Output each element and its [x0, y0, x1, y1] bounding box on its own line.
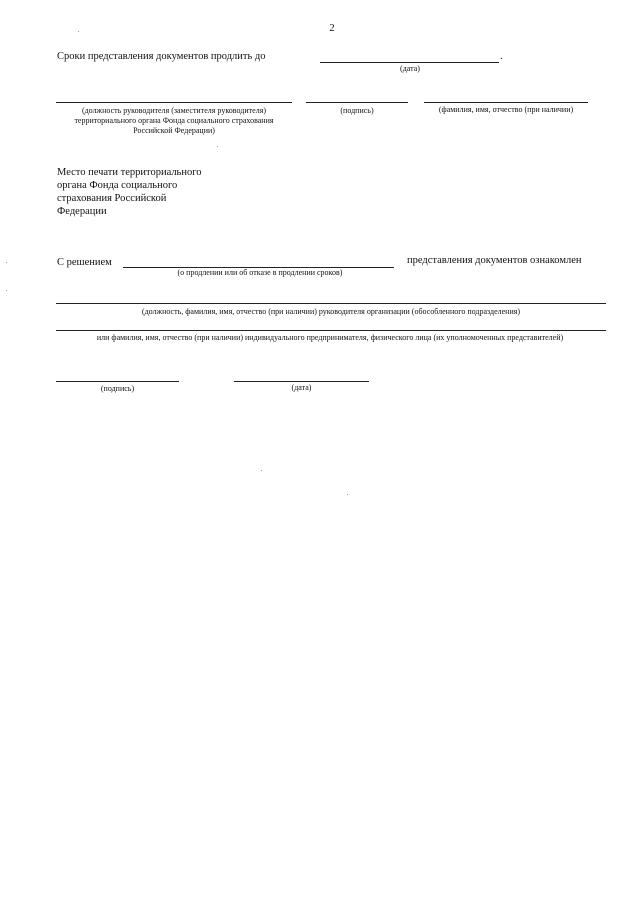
scan-speck: [6, 262, 7, 263]
scan-speck: [261, 470, 262, 471]
final-signature-caption: (подпись): [100, 384, 135, 393]
scan-speck: [217, 146, 218, 147]
position-line: [56, 102, 292, 103]
entrepreneur-caption: или фамилия, имя, отчество (при наличии) индивидуального предпринимателя, физического лица (их уполномоченных представителей): [96, 333, 564, 342]
scan-speck: [6, 290, 7, 291]
manager-caption: (должность, фамилия, имя, отчество (при наличии) руководителя организации (обособленного подразделения): [141, 307, 521, 316]
name-line: [424, 102, 588, 103]
name-caption: (фамилия, имя, отчество (при наличии): [438, 105, 574, 114]
extension-end-mark: .: [500, 51, 503, 62]
signature-caption: (подпись): [340, 106, 374, 115]
extension-date-line: [320, 62, 499, 63]
manager-line: [56, 303, 606, 304]
extension-text: Сроки представления документов продлить до: [57, 51, 266, 62]
acknowledgement-prefix: С решением: [57, 257, 112, 268]
acknowledgement-suffix: представления документов ознакомлен: [407, 255, 582, 266]
final-date-line: [234, 381, 369, 382]
final-date-caption: (дата): [291, 383, 312, 392]
decision-caption: (о продлении или об отказе в продлении сроков): [177, 268, 343, 277]
entrepreneur-line: [56, 330, 606, 331]
position-caption: (должность руководителя (заместителя руководителя) территориального органа Фонда социального страхования Российской Федерации): [74, 106, 274, 135]
signature-line: [306, 102, 408, 103]
page-number: 2: [329, 23, 335, 34]
extension-date-caption: (дата): [400, 64, 420, 73]
final-signature-line: [56, 381, 179, 382]
seal-place-text: Место печати территориального органа Фонда социального страхования Российской Федерации: [57, 167, 202, 217]
scan-speck: [347, 494, 348, 495]
scan-speck: [78, 31, 79, 32]
